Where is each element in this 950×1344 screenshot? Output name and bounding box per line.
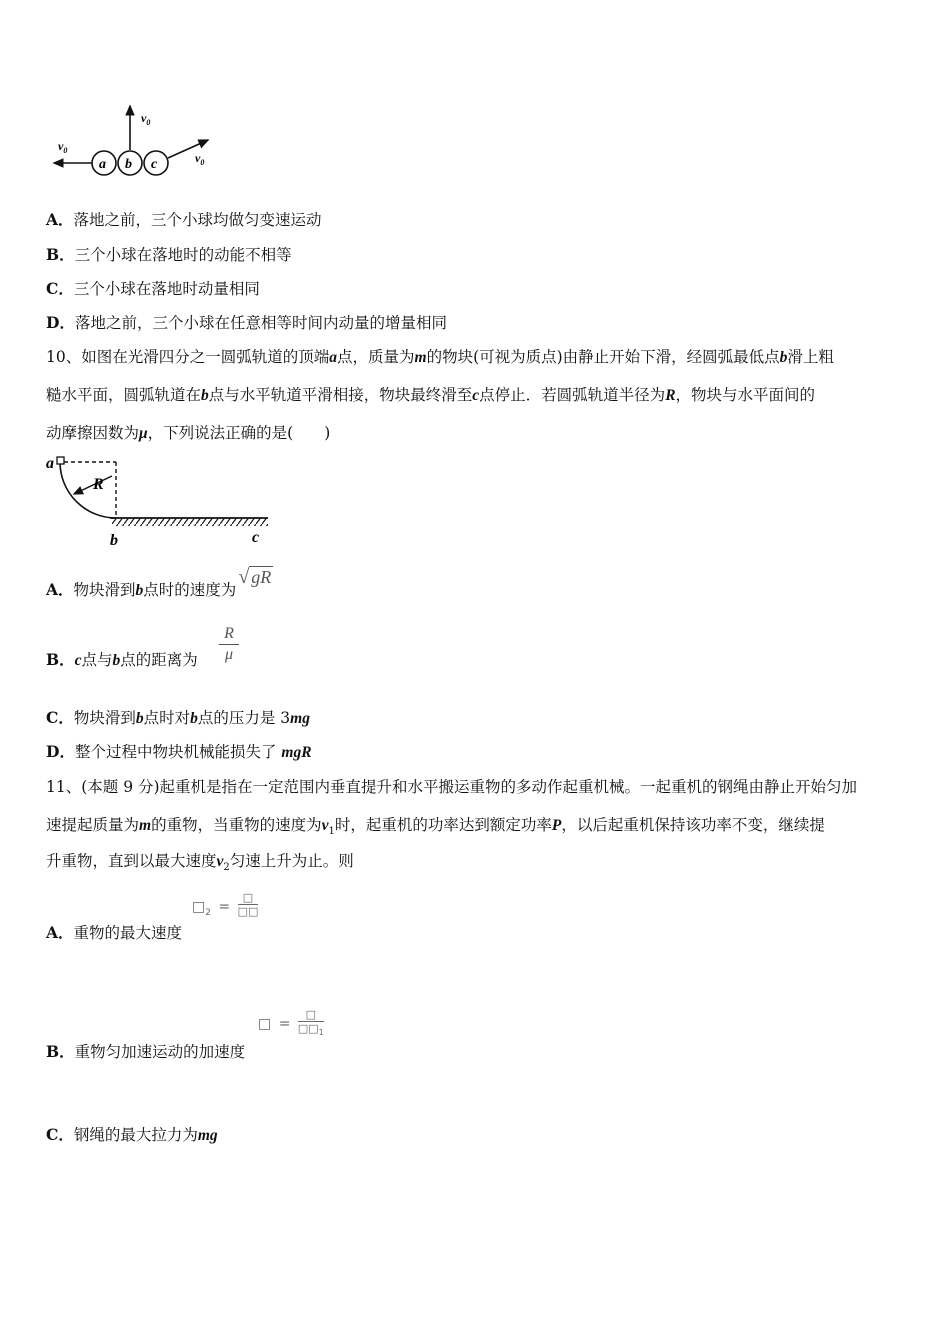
var-mu: μ: [139, 425, 148, 442]
subscript: 2: [223, 862, 230, 874]
formula-lhs: □: [192, 899, 206, 915]
var-mgR: mgR: [281, 744, 312, 761]
text: ，下列说法正确的是( ): [147, 424, 331, 442]
var-b: b: [135, 582, 144, 599]
text: 物块滑到: [73, 581, 136, 599]
var-a: a: [329, 349, 337, 366]
ball-b-label: b: [125, 157, 132, 172]
q9-option-d: [46, 313, 447, 333]
text: 点时的速度为: [143, 581, 237, 599]
var-m: m: [414, 349, 427, 366]
subscript: 1: [328, 826, 335, 838]
option-letter: B．: [46, 245, 75, 264]
text: 点的压力是 3: [197, 709, 291, 727]
text: 滑上粗: [787, 348, 834, 366]
var-v2: v: [216, 853, 224, 870]
option-text: 三个小球在落地时动量相同: [73, 280, 260, 298]
option-letter: A．: [46, 210, 74, 229]
ball-c-label: c: [151, 157, 158, 172]
fraction-numerator: R: [219, 624, 239, 645]
label-b: b: [110, 532, 118, 549]
text: 时，起重机的功率达到额定功率: [334, 816, 552, 834]
formula-eq: =: [218, 899, 231, 915]
text: 重物匀加速运动的加速度: [74, 1043, 246, 1061]
fraction-numerator: □: [238, 891, 259, 905]
text: 物块滑到: [73, 709, 136, 727]
option-letter: A．: [46, 923, 74, 942]
fraction-denominator: μ: [224, 646, 234, 663]
text: 速提起质量为: [46, 816, 140, 834]
three-balls-figure: [40, 98, 230, 188]
q10-stem-line3: [46, 423, 330, 444]
var-b: b: [779, 349, 788, 366]
q10-option-b: [46, 622, 198, 682]
text: 点与: [81, 651, 113, 669]
text: 11、(本题 9 分)起重机是指在一定范围内垂直提升和水平搬运重物的多动作起重机械。一起重机的钢绳由静止开始匀加: [46, 778, 858, 796]
var-m: m: [139, 817, 152, 834]
v0-left-label: $v_0$: [58, 139, 68, 155]
formula-eq: =: [278, 1016, 291, 1032]
text: 匀速上升为止。则: [229, 852, 354, 870]
var-b: b: [201, 387, 209, 404]
v0-right-label: $v_0$: [195, 151, 205, 167]
q9-option-b: [46, 245, 292, 265]
q10-option-c: [46, 708, 310, 729]
q11-option-c: [46, 1125, 218, 1146]
var-b: b: [190, 710, 198, 727]
sqrt-content: gR: [251, 567, 272, 587]
v0-up-label: $v_0$: [141, 111, 151, 127]
text: 升重物，直到以最大速度: [46, 852, 217, 870]
q11-optB-formula: [258, 1008, 324, 1040]
ground-hatch: [112, 518, 268, 526]
formula-fraction: [298, 1008, 324, 1040]
option-letter: B．: [46, 1042, 75, 1061]
sqrt-gR: √ gR: [238, 566, 272, 588]
text: 点的距离为: [120, 651, 198, 669]
text: 点，质量为: [336, 348, 415, 366]
fraction-numerator: □: [298, 1008, 324, 1022]
option-letter: D．: [46, 313, 75, 332]
formula-fraction: [238, 891, 259, 919]
q9-option-c: [46, 279, 260, 299]
fraction-R-over-mu: [219, 624, 239, 665]
var-mg: mg: [290, 710, 310, 727]
fraction-denominator: [298, 1022, 324, 1040]
var-b: b: [112, 652, 121, 669]
option-letter: C．: [46, 708, 74, 727]
option-letter: C．: [46, 1125, 74, 1144]
option-letter: C．: [46, 279, 74, 298]
formula-lhs: □: [258, 1016, 272, 1032]
arc-track-figure: [40, 452, 280, 552]
q10-option-d: [46, 742, 312, 763]
denominator-boxes: □□: [297, 1022, 319, 1035]
q11-stem-line2: [46, 815, 825, 842]
option-text: 三个小球在落地时的动能不相等: [74, 246, 292, 264]
text: 钢绳的最大拉力为: [73, 1126, 198, 1144]
q10-option-a: [46, 566, 273, 600]
ball-a-label: a: [99, 157, 106, 172]
q11-option-b: [46, 1042, 245, 1062]
label-R: R: [93, 476, 104, 493]
var-c: c: [74, 652, 82, 669]
var-mg: mg: [197, 1127, 218, 1144]
var-R: R: [665, 387, 676, 404]
label-a: a: [46, 455, 54, 472]
right-arrow: [168, 140, 208, 158]
q11-option-a: [46, 923, 182, 943]
q10-stem-line1: [46, 347, 834, 368]
text: 的重物，当重物的速度为: [151, 816, 322, 834]
q11-stem-line3: [46, 851, 354, 878]
text: ，以后起重机保持该功率不变，继续提: [561, 816, 825, 834]
option-text: 落地之前，三个小球均做匀变速运动: [73, 211, 322, 229]
option-letter: D．: [46, 742, 75, 761]
formula-sub: 1: [318, 1028, 324, 1038]
option-letter: B．: [46, 650, 75, 669]
option-text: 落地之前，三个小球在任意相等时间内动量的增量相同: [74, 314, 447, 332]
option-letter: A．: [46, 580, 74, 599]
text: 动摩擦因数为: [46, 424, 140, 442]
var-P: P: [551, 817, 562, 834]
text: 点与水平轨道平滑相接，物块最终滑至: [208, 386, 473, 404]
q11-stem-line1: [46, 777, 857, 797]
text: 点停止．若圆弧轨道半径为: [479, 386, 666, 404]
var-v1: v: [321, 817, 329, 834]
text: 重物的最大速度: [73, 924, 183, 942]
q9-option-a: [46, 210, 322, 230]
text: 点时对: [143, 709, 191, 727]
text: 整个过程中物块机械能损失了: [74, 743, 277, 761]
label-c: c: [252, 529, 260, 546]
formula-sub: 2: [205, 907, 211, 918]
fraction-denominator: □□: [237, 905, 259, 918]
quarter-arc: [60, 462, 116, 518]
q11-optA-formula: [192, 891, 258, 919]
text: 10、如图在光滑四分之一圆弧轨道的顶端: [46, 348, 330, 366]
text: ，物块与水平面间的: [675, 386, 816, 404]
q10-stem-line2: [46, 385, 815, 406]
var-b: b: [135, 710, 144, 727]
block: [57, 457, 64, 464]
text: 的物块(可视为质点)由静止开始下滑，经圆弧最低点: [426, 348, 780, 366]
text: 糙水平面，圆弧轨道在: [46, 386, 202, 404]
var-c: c: [472, 387, 480, 404]
